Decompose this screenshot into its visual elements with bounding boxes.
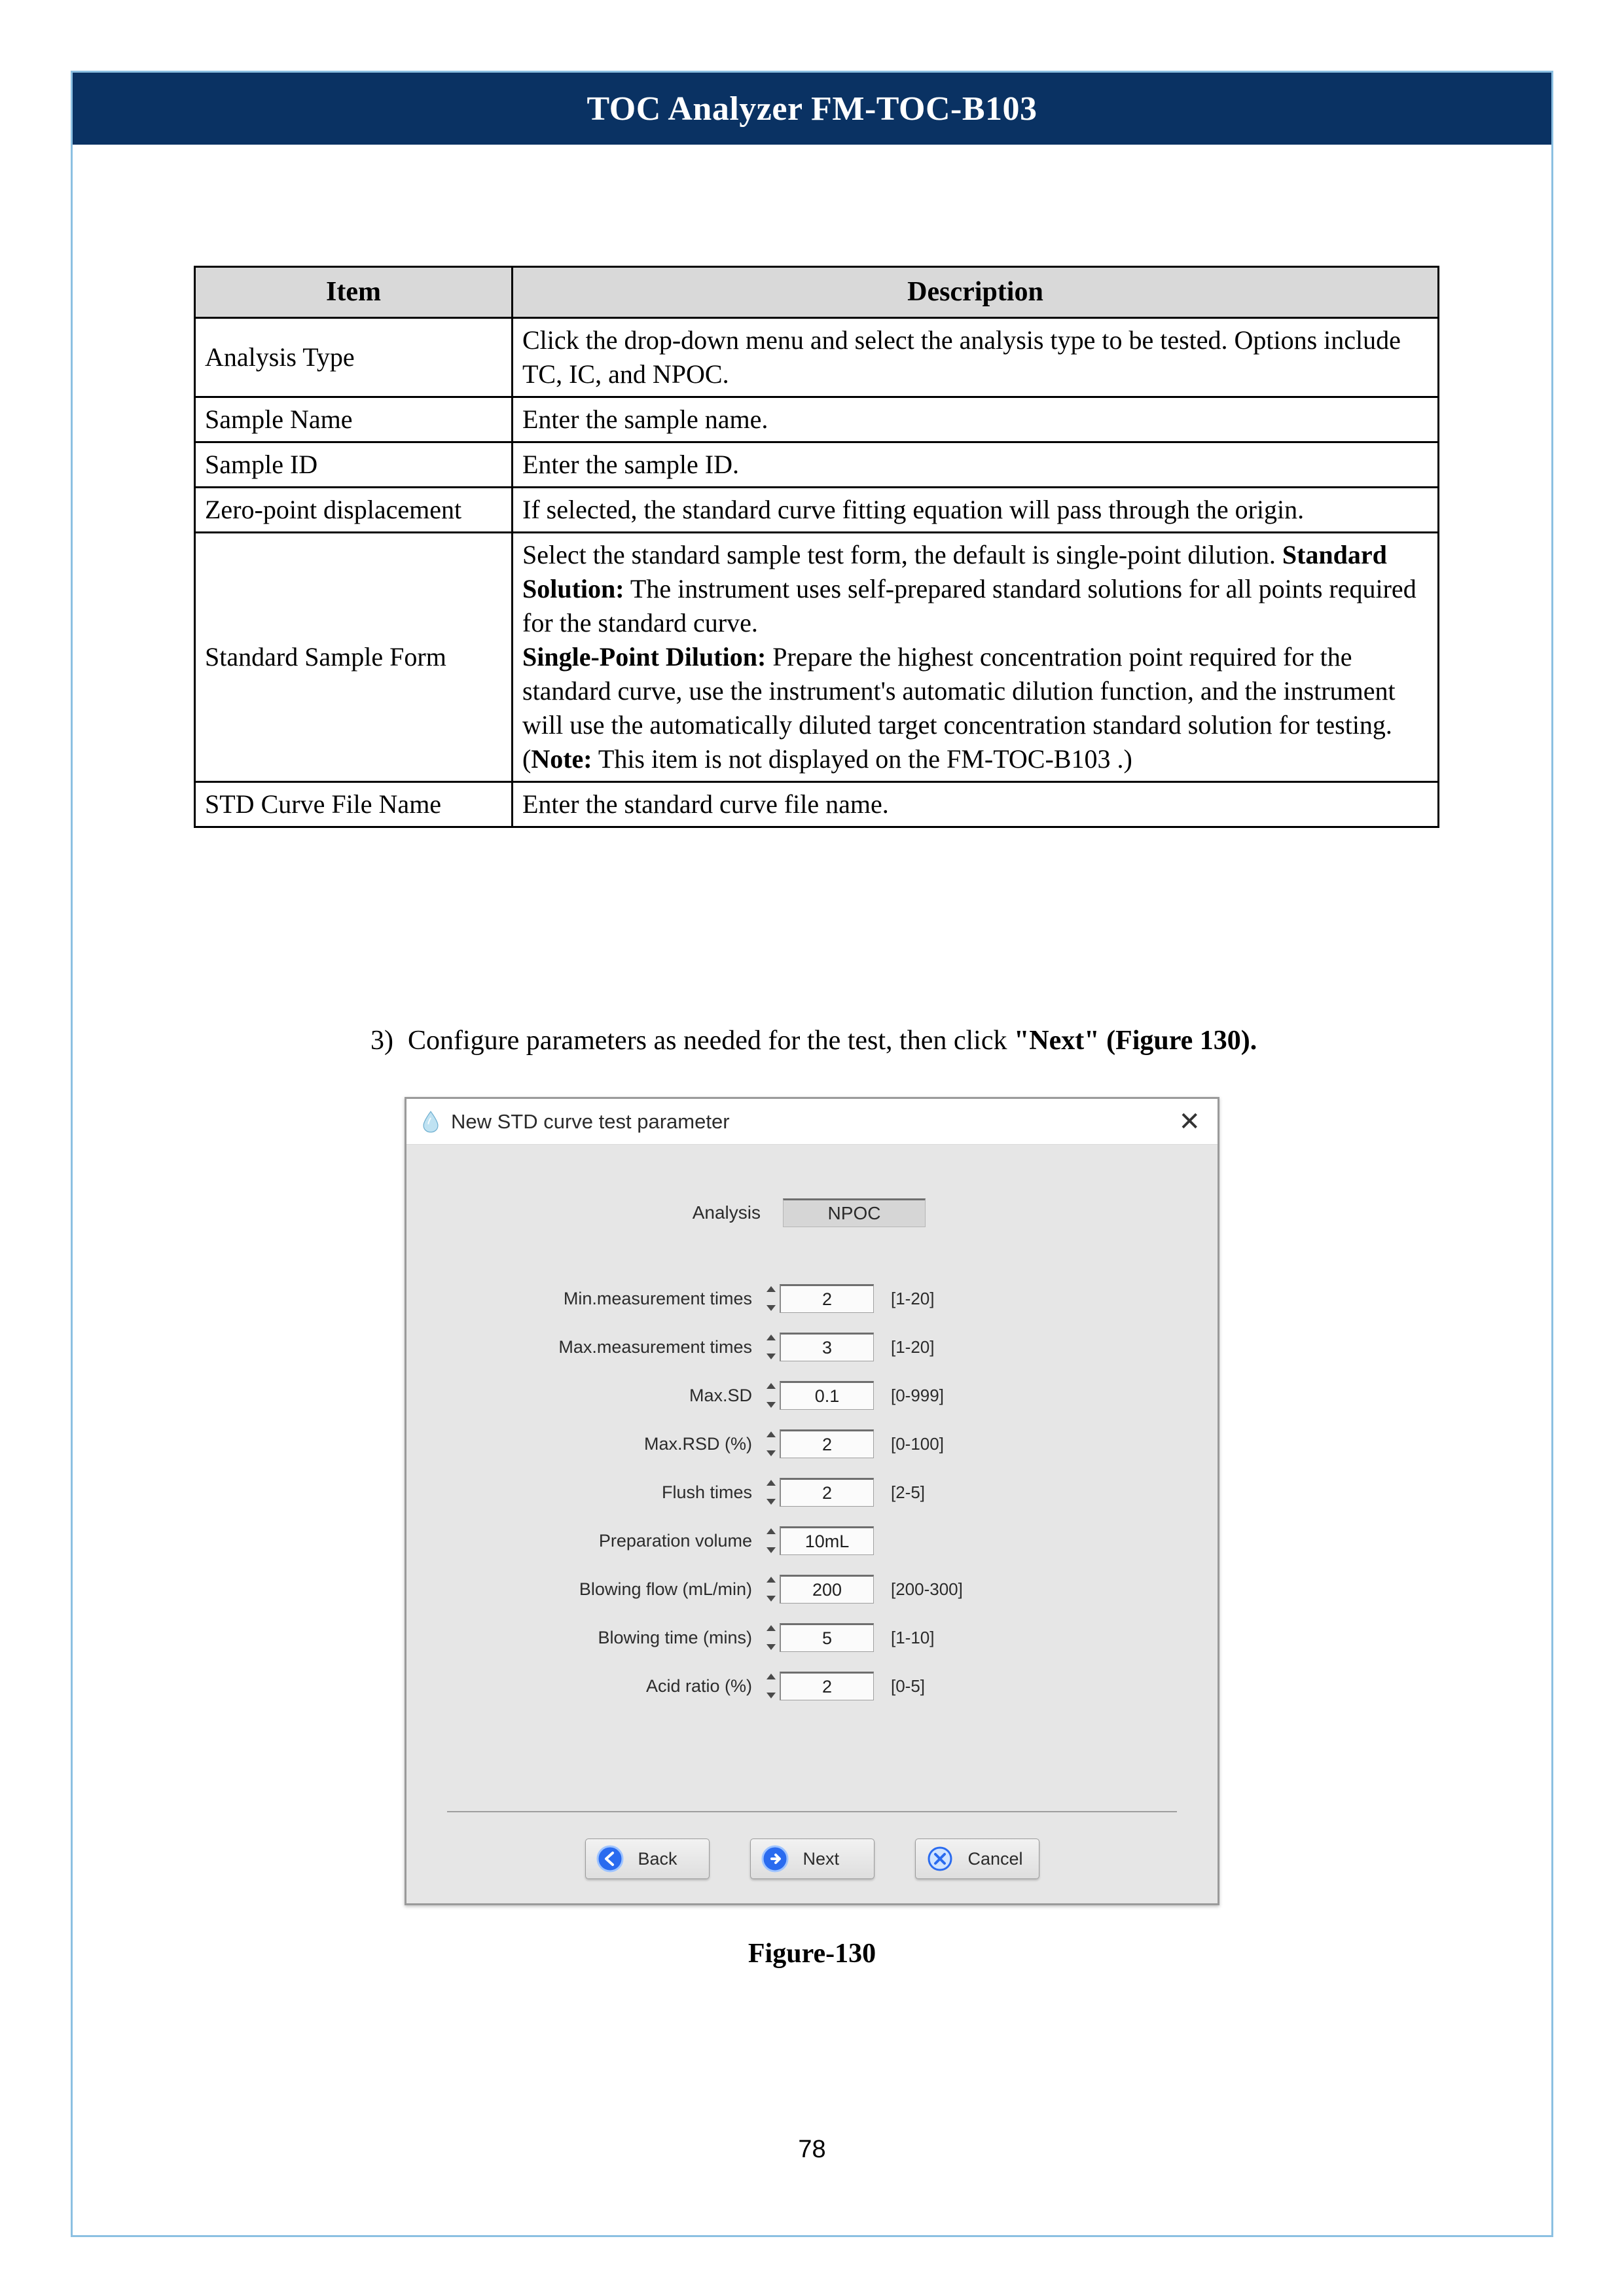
chevron-down-icon[interactable] [767,1644,776,1650]
parameter-row [406,1420,1218,1468]
analysis-field-row [406,1198,1218,1227]
table-cell-description: If selected, the standard curve fitting equation will pass through the origin. [513,487,1439,532]
parameter-label: Acid ratio (%) [645,1676,752,1696]
table-row [195,532,1439,781]
spinner-control[interactable] [764,1526,778,1555]
parameter-row [406,1468,1218,1516]
table-cell-item: Sample ID [195,442,513,487]
chevron-down-icon[interactable] [767,1547,776,1553]
close-icon[interactable]: ✕ [1178,1107,1200,1136]
chevron-down-icon[interactable] [767,1305,776,1311]
spinner-control[interactable] [764,1672,778,1700]
table-cell-description: Enter the sample name. [513,397,1439,442]
next-button[interactable] [750,1839,875,1879]
table-cell-item: Standard Sample Form [195,532,513,781]
chevron-down-icon[interactable] [767,1450,776,1456]
figure-block [73,1097,1551,1969]
table-header-row [195,267,1439,318]
dialog-titlebar [406,1099,1218,1145]
table-row [195,781,1439,827]
spinner-control[interactable] [764,1381,778,1410]
chevron-down-icon[interactable] [767,1596,776,1602]
parameter-input[interactable]: 2 [780,1284,874,1313]
parameter-range-hint: [0-5] [891,1676,926,1696]
parameter-input[interactable]: 200 [780,1575,874,1604]
button-label: Next [803,1848,840,1869]
chevron-down-icon[interactable] [767,1499,776,1505]
chevron-up-icon[interactable] [767,1286,776,1292]
parameter-range-hint: [1-10] [891,1627,935,1647]
table-row [195,397,1439,442]
table-row [195,442,1439,487]
back-button[interactable] [585,1839,710,1879]
step-number: 3) [370,1026,393,1056]
parameter-input[interactable]: 2 [780,1672,874,1700]
spinner-control[interactable] [764,1623,778,1652]
parameter-list [406,1274,1218,1710]
table-cell-item: Analysis Type [195,317,513,397]
page-number: 78 [798,2136,826,2163]
chevron-up-icon[interactable] [767,1383,776,1389]
analysis-label: Analysis [692,1202,761,1223]
chevron-up-icon[interactable] [767,1577,776,1583]
chevron-up-icon[interactable] [767,1528,776,1534]
parameter-label: Preparation volume [598,1530,752,1551]
table-cell-description: Click the drop-down menu and select the analysis type to be tested. Options include TC, IC, and NPOC. [513,317,1439,397]
parameter-row [406,1274,1218,1323]
dialog-separator [447,1811,1177,1812]
parameter-range-hint: [2-5] [891,1482,926,1502]
chevron-down-icon[interactable] [767,1693,776,1698]
table-cell-description: Enter the sample ID. [513,442,1439,487]
table-cell-item: STD Curve File Name [195,781,513,827]
x-circle-icon [926,1845,954,1873]
button-label: Cancel [967,1848,1023,1869]
dialog-title: New STD curve test parameter [451,1109,730,1133]
cancel-button[interactable] [915,1839,1039,1879]
column-header-item: Item [195,267,513,318]
parameter-label: Max.RSD (%) [643,1433,752,1454]
page-title: TOC Analyzer FM-TOC-B103 [586,90,1038,128]
spec-table [194,266,1439,828]
parameter-label: Blowing time (mins) [598,1627,752,1647]
water-drop-icon [421,1111,441,1133]
parameter-range-hint: [1-20] [891,1336,935,1357]
parameter-input[interactable]: 0.1 [780,1381,874,1410]
chevron-up-icon[interactable] [767,1674,776,1679]
parameter-input[interactable]: 10mL [780,1526,874,1555]
page-frame [71,71,1553,2237]
arrow-right-circle-icon [761,1845,789,1873]
dialog-body [406,1145,1218,1905]
parameter-row [406,1516,1218,1565]
spinner-control[interactable] [764,1429,778,1458]
chevron-up-icon[interactable] [767,1625,776,1631]
table-cell-item: Sample Name [195,397,513,442]
parameter-label: Max.SD [689,1385,752,1405]
parameter-label: Max.measurement times [558,1336,752,1357]
page-content [73,145,1551,2235]
spinner-control[interactable] [764,1284,778,1313]
table-cell-description: Enter the standard curve file name. [513,781,1439,827]
table-row [195,487,1439,532]
chevron-up-icon[interactable] [767,1480,776,1486]
parameter-row [406,1323,1218,1371]
parameter-row [406,1371,1218,1420]
chevron-down-icon[interactable] [767,1402,776,1408]
table-cell-item: Zero-point displacement [195,487,513,532]
column-header-description: Description [513,267,1439,318]
table-row [195,317,1439,397]
parameter-input[interactable]: 2 [780,1429,874,1458]
step-text: Configure parameters as needed for the test, then click "Next" (Figure 130). [408,1026,1257,1056]
parameter-range-hint: [0-100] [891,1433,944,1454]
step-instruction [370,1025,1483,1056]
spinner-control[interactable] [764,1478,778,1507]
figure-caption: Figure-130 [748,1939,876,1969]
parameter-label: Blowing flow (mL/min) [579,1579,752,1599]
analysis-value-field[interactable]: NPOC [783,1198,926,1227]
parameter-row [406,1565,1218,1613]
dialog-button-bar [406,1839,1218,1879]
table-cell-description: Select the standard sample test form, the default is single-point dilution. Standard Solution: The instrument uses self-prepared standard solutions for all points required for the standard curve. Single-Point Dilution: Prepare the highest concentration point required for the standard curve, use the instrument's automatic dilution function, and the instrument will use the automatically diluted target concentration standard solution for testing. (Note: This item is not displayed on the FM-TOC-B103 .) [513,532,1439,781]
parameter-input[interactable]: 3 [780,1333,874,1361]
spinner-control[interactable] [764,1575,778,1604]
parameter-row [406,1662,1218,1710]
parameter-range-hint: [1-20] [891,1288,935,1308]
parameter-range-hint: [200-300] [891,1579,963,1599]
parameter-input[interactable]: 5 [780,1623,874,1652]
page-header-band [73,73,1551,145]
spinner-control[interactable] [764,1333,778,1361]
arrow-left-circle-icon [596,1845,624,1873]
parameter-label: Flush times [661,1482,752,1502]
parameter-label: Min.measurement times [563,1288,752,1308]
std-curve-parameter-dialog [405,1097,1219,1905]
chevron-down-icon[interactable] [767,1354,776,1359]
chevron-up-icon[interactable] [767,1335,776,1340]
parameter-row [406,1613,1218,1662]
chevron-up-icon[interactable] [767,1431,776,1437]
button-label: Back [638,1848,677,1869]
parameter-range-hint: [0-999] [891,1385,944,1405]
parameter-input[interactable]: 2 [780,1478,874,1507]
